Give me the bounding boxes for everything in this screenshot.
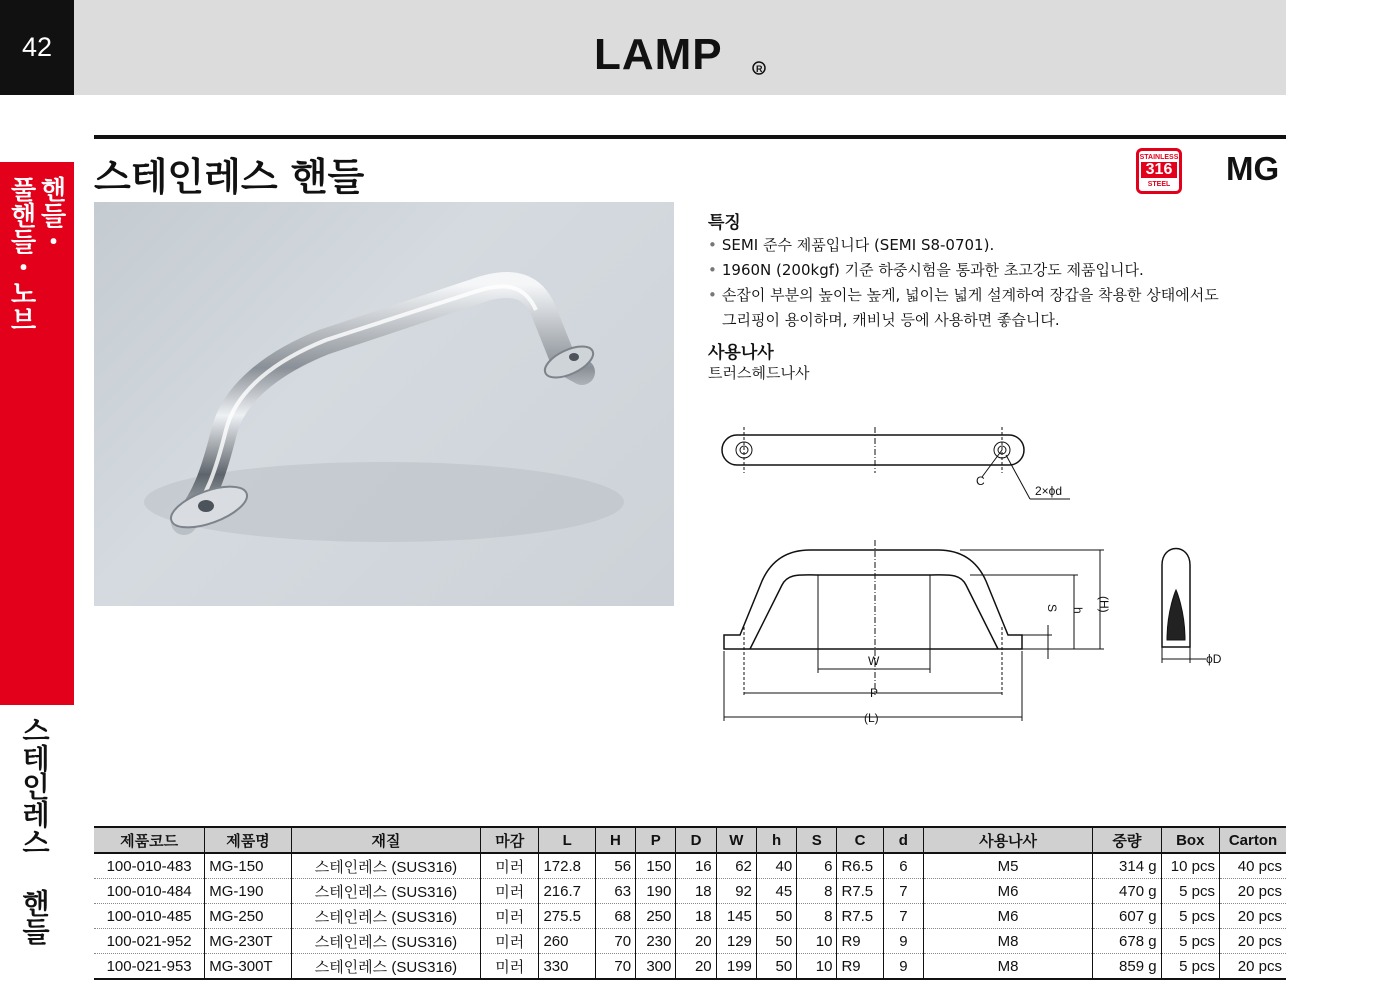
side-subcategory: 스테인레스 핸들 — [18, 716, 51, 945]
label-W: W — [868, 654, 880, 668]
feature-item-continued: 그리핑이 용이하며, 캐비닛 등에 사용하면 좋습니다. — [722, 311, 1060, 329]
table-cell: M6 — [924, 904, 1093, 929]
feature-item: • SEMI 준수 제품입니다 (SEMI S8-0701). — [708, 236, 995, 254]
table-cell: 6 — [883, 853, 923, 879]
features-heading: 특징 — [708, 213, 741, 233]
side-category-line-1: 핸들・ — [36, 176, 66, 254]
table-cell: 50 — [756, 929, 796, 954]
table-cell: 92 — [716, 879, 756, 904]
table-cell: MG-250 — [205, 904, 292, 929]
badge-number: 316 — [1141, 162, 1177, 178]
table-cell: 100-021-953 — [94, 954, 205, 980]
col-header: h — [756, 827, 796, 853]
table-cell: MG-300T — [205, 954, 292, 980]
table-cell: 20 pcs — [1219, 879, 1286, 904]
col-header: d — [883, 827, 923, 853]
table-cell: 50 — [756, 954, 796, 980]
table-cell: 40 — [756, 853, 796, 879]
table-cell: R7.5 — [837, 904, 883, 929]
table-cell: 100-010-484 — [94, 879, 205, 904]
feature-item: • 손잡이 부분의 높이는 높게, 넓이는 넓게 설계하여 장갑을 착용한 상태에서도 — [708, 286, 1219, 304]
brand-logo — [548, 22, 778, 78]
spec-table — [94, 826, 1286, 980]
product-photo — [94, 202, 674, 606]
table-cell: 470 g — [1093, 879, 1161, 904]
table-cell: 250 — [636, 904, 676, 929]
table-cell: 18 — [676, 904, 716, 929]
col-header: P — [636, 827, 676, 853]
table-row — [94, 853, 1286, 879]
label-L: (L) — [864, 711, 879, 725]
table-cell: MG-190 — [205, 879, 292, 904]
table-cell: 8 — [797, 879, 837, 904]
col-header: L — [539, 827, 595, 853]
table-cell: M5 — [924, 853, 1093, 879]
label-P: P — [870, 686, 879, 700]
label-h: h — [1071, 607, 1085, 614]
table-cell: 70 — [595, 929, 635, 954]
table-cell: 216.7 — [539, 879, 595, 904]
table-cell: 70 — [595, 954, 635, 980]
label-d: 2×ϕd — [1035, 484, 1063, 498]
table-cell: 10 — [797, 954, 837, 980]
table-cell: 45 — [756, 879, 796, 904]
table-cell: 145 — [716, 904, 756, 929]
table-cell: 314 g — [1093, 853, 1161, 879]
table-cell: 5 pcs — [1161, 879, 1219, 904]
side-category-line-2: 풀핸들・노브 — [6, 176, 36, 332]
table-cell: 5 pcs — [1161, 954, 1219, 980]
feature-item: • 1960N (200kgf) 기준 하중시험을 통과한 초고강도 제품입니다. — [708, 261, 1144, 279]
model-code: MG — [1226, 150, 1280, 187]
table-cell: M8 — [924, 954, 1093, 980]
technical-drawing — [700, 415, 1240, 735]
col-header: 재질 — [291, 827, 480, 853]
table-cell: 스테인레스 (SUS316) — [291, 929, 480, 954]
table-header-row — [94, 827, 1286, 853]
screws-value: 트러스헤드나사 — [708, 364, 810, 382]
side-view — [1162, 549, 1222, 667]
table-cell: R6.5 — [837, 853, 883, 879]
table-cell: 5 pcs — [1161, 904, 1219, 929]
table-cell: 62 — [716, 853, 756, 879]
table-cell: M8 — [924, 929, 1093, 954]
col-header: C — [837, 827, 883, 853]
top-view — [722, 427, 1070, 499]
table-cell: 미러 — [481, 853, 539, 879]
col-header: 제품명 — [205, 827, 292, 853]
table-cell: 56 — [595, 853, 635, 879]
table-cell: 68 — [595, 904, 635, 929]
table-cell: 607 g — [1093, 904, 1161, 929]
svg-text:R: R — [756, 64, 763, 74]
table-cell: 63 — [595, 879, 635, 904]
table-cell: 20 — [676, 954, 716, 980]
table-cell: 9 — [883, 929, 923, 954]
label-S: S — [1045, 604, 1059, 613]
col-header: D — [676, 827, 716, 853]
label-C: C — [976, 474, 985, 488]
table-cell: 20 pcs — [1219, 954, 1286, 980]
col-header: H — [595, 827, 635, 853]
col-header: 제품코드 — [94, 827, 205, 853]
table-cell: 199 — [716, 954, 756, 980]
table-cell: 172.8 — [539, 853, 595, 879]
table-cell: 7 — [883, 904, 923, 929]
table-cell: 미러 — [481, 904, 539, 929]
table-cell: 300 — [636, 954, 676, 980]
table-cell: 100-010-483 — [94, 853, 205, 879]
col-header: Box — [1161, 827, 1219, 853]
table-cell: MG-150 — [205, 853, 292, 879]
table-cell: R7.5 — [837, 879, 883, 904]
table-cell: 9 — [883, 954, 923, 980]
table-cell: 20 pcs — [1219, 929, 1286, 954]
table-cell: 20 pcs — [1219, 904, 1286, 929]
table-cell: 16 — [676, 853, 716, 879]
table-cell: 129 — [716, 929, 756, 954]
badge-bottom-text: STEEL — [1147, 181, 1171, 188]
table-cell: 275.5 — [539, 904, 595, 929]
front-view — [724, 540, 1111, 725]
handle-photo-image — [94, 202, 674, 606]
table-cell: 미러 — [481, 929, 539, 954]
table-cell: 10 — [797, 929, 837, 954]
table-cell: 18 — [676, 879, 716, 904]
table-cell: 스테인레스 (SUS316) — [291, 879, 480, 904]
page-title: 스테인레스 핸들 — [94, 155, 365, 199]
table-cell: 6 — [797, 853, 837, 879]
label-H: (H) — [1097, 596, 1111, 613]
col-header: 마감 — [481, 827, 539, 853]
col-header: S — [797, 827, 837, 853]
col-header: 사용나사 — [924, 827, 1093, 853]
table-cell: 330 — [539, 954, 595, 980]
stainless-316-badge — [1136, 148, 1182, 194]
table-cell: 50 — [756, 904, 796, 929]
table-cell: 40 pcs — [1219, 853, 1286, 879]
table-cell: 260 — [539, 929, 595, 954]
badge-top-text: STAINLESS — [1139, 154, 1179, 161]
table-cell: 10 pcs — [1161, 853, 1219, 879]
table-cell: 230 — [636, 929, 676, 954]
table-cell: 스테인레스 (SUS316) — [291, 904, 480, 929]
brand-logo-text: LAMP — [594, 30, 723, 78]
table-row — [94, 929, 1286, 954]
title-rule — [94, 135, 1286, 139]
table-cell: 859 g — [1093, 954, 1161, 980]
col-header: W — [716, 827, 756, 853]
table-cell: R9 — [837, 954, 883, 980]
col-header: 중량 — [1093, 827, 1161, 853]
table-cell: 미러 — [481, 954, 539, 980]
label-D: ϕD — [1206, 652, 1222, 666]
table-cell: 8 — [797, 904, 837, 929]
table-cell: 20 — [676, 929, 716, 954]
table-cell: 스테인레스 (SUS316) — [291, 853, 480, 879]
table-cell: M6 — [924, 879, 1093, 904]
table-cell: 미러 — [481, 879, 539, 904]
table-cell: MG-230T — [205, 929, 292, 954]
table-cell: 190 — [636, 879, 676, 904]
table-cell: 7 — [883, 879, 923, 904]
page-number: 42 — [0, 0, 74, 95]
table-cell: 100-021-952 — [94, 929, 205, 954]
table-cell: 150 — [636, 853, 676, 879]
table-cell: 100-010-485 — [94, 904, 205, 929]
screws-heading: 사용나사 — [708, 343, 774, 363]
table-row — [94, 954, 1286, 980]
table-row — [94, 904, 1286, 929]
table-row — [94, 879, 1286, 904]
table-cell: R9 — [837, 929, 883, 954]
table-cell: 678 g — [1093, 929, 1161, 954]
table-cell: 5 pcs — [1161, 929, 1219, 954]
col-header: Carton — [1219, 827, 1286, 853]
table-cell: 스테인레스 (SUS316) — [291, 954, 480, 980]
